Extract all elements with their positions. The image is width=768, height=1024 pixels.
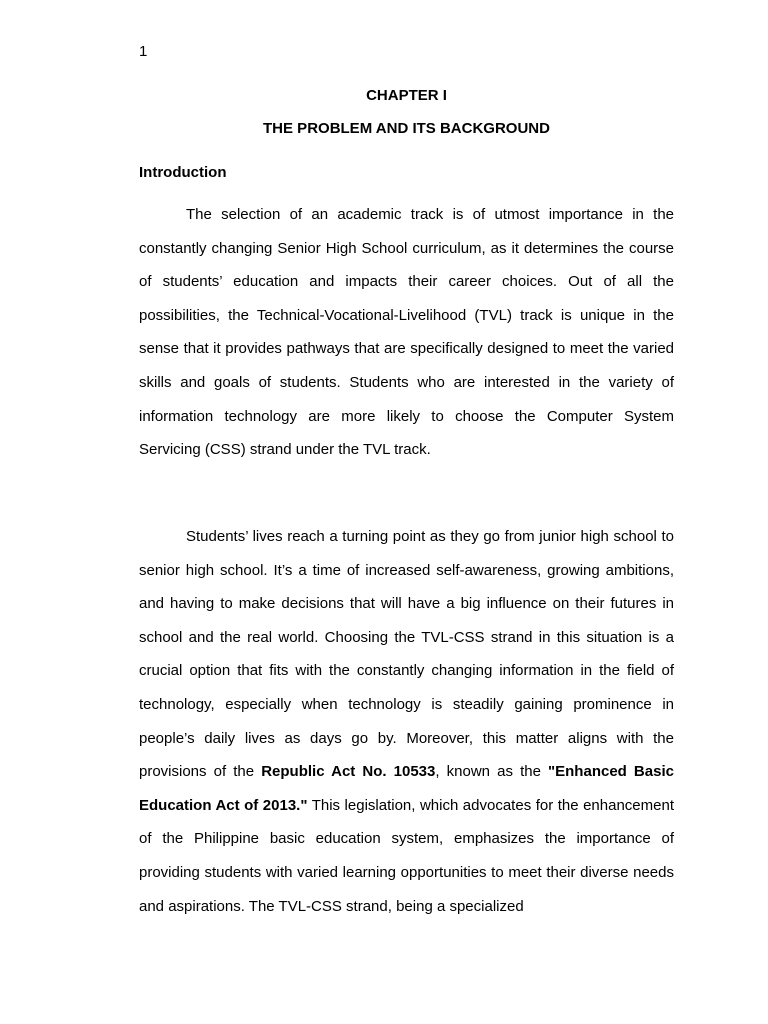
- act-title-reference: "Enhanced Basic Education Act of 2013.": [139, 763, 674, 814]
- republic-act-reference: Republic Act No. 10533: [261, 763, 436, 781]
- paragraph-2-text-2: , known as the: [435, 763, 549, 781]
- paragraph-2: [139, 520, 674, 923]
- paragraph-2-text-1: Students’ lives reach a turning point as they go from junior high school to senior high school. It’s a time of increased self-awareness, growing ambitions, and having to make decisions that will have a big influence on their futures in school and the real world. Choosing the TVL-CSS strand in this situation is a crucial option that fits with the constantly changing information in the field of technology, especially when technology is steadily gaining prominence in people’s daily lives as days go by. Moreover, this matter aligns with the provisions of the: [139, 528, 674, 781]
- section-heading: Introduction: [139, 164, 227, 181]
- paragraph-1: The selection of an academic track is of utmost importance in the constantly changing Senior High School curriculum, as it determines the course of students’ education and impacts their career choices. Out of all the possibilities, the Technical-Vocational-Livelihood (TVL) track is unique in the sense that it provides pathways that are specifically designed to meet the varied skills and goals of students. Students who are interested in the variety of information technology are more likely to choose the Computer System Servicing (CSS) strand under the TVL track.: [139, 206, 674, 459]
- page-number: 1: [139, 43, 148, 60]
- chapter-subtitle: THE PROBLEM AND ITS BACKGROUND: [263, 120, 550, 137]
- chapter-title: CHAPTER I: [366, 87, 447, 104]
- paragraph-2-text-3: This legislation, which advocates for the enhancement of the Philippine basic education system, emphasizes the importance of providing students with varied learning opportunities to meet their diverse needs and aspirations. The TVL-CSS strand, being a specialized: [139, 796, 674, 915]
